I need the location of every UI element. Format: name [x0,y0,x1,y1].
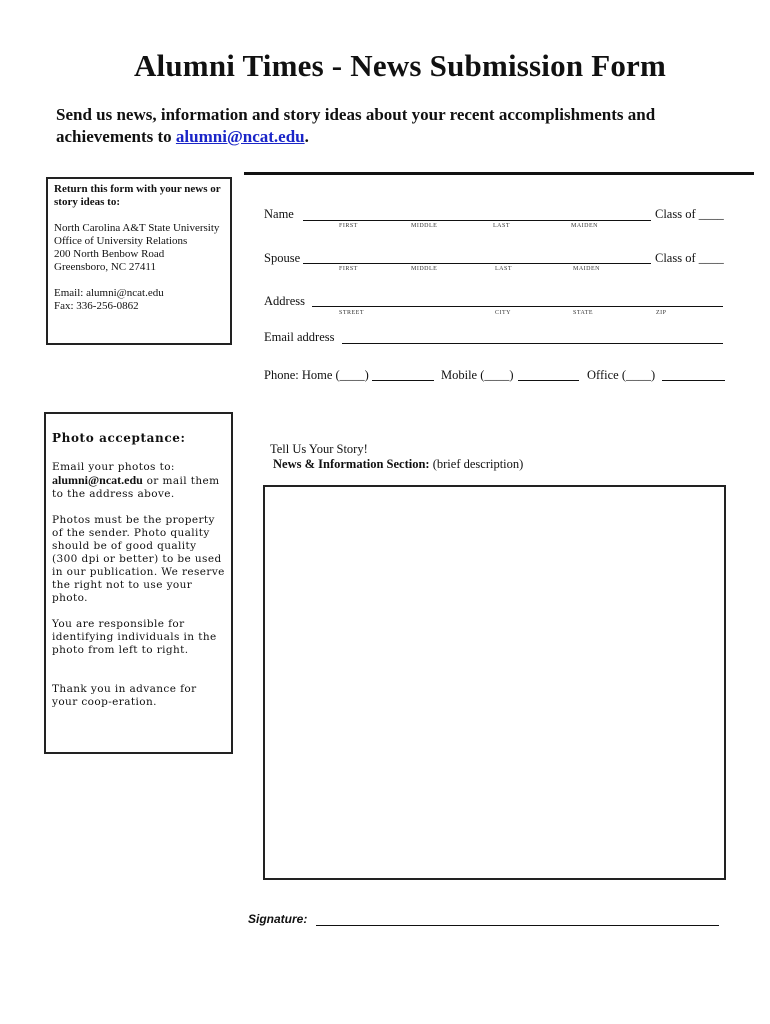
name-sub-middle: MIDDLE [411,223,438,229]
name-sub-first: FIRST [339,223,358,229]
phone-office-label: Office (____) [587,368,656,382]
email-label: Email address [264,330,335,344]
intro-sentence: Send us news, information and story ideas about your recent accomplishments and achievements to [56,105,656,146]
mailing-fax: Fax: 336-256-0862 [54,300,139,312]
story-title: Tell Us Your Story! [270,442,368,456]
phone-mobile-field[interactable] [518,380,579,381]
name-class-of: Class of ____ [655,207,724,221]
address-sub-street: STREET [339,310,364,316]
photo-acceptance-box [44,412,233,754]
phone-office-field[interactable] [662,380,725,381]
photo-property-text: Photos must be the property of the sender. Photo quality should be of good quality (300 dpi or better) to be used in our publication. We reserve the right not to use your photo. [52,514,225,604]
phone-home-field[interactable] [372,380,434,381]
spouse-field[interactable] [303,263,651,264]
address-sub-zip: ZIP [656,310,667,316]
photo-box-header: Photo acceptance: [52,431,186,445]
phone-mobile-label: Mobile (____) [441,368,514,382]
address-line: Office of University Relations [54,235,188,247]
phone-home-label: Phone: Home (____) [264,368,369,382]
address-line: Greensboro, NC 27411 [54,261,156,273]
mailing-box-header: Return this form with your news or story ideas to: [54,183,221,208]
name-label: Name [264,207,294,221]
address-label: Address [264,294,305,308]
page-title: Alumni Times - News Submission Form [133,48,667,83]
section-divider [244,172,754,175]
mailing-email: Email: alumni@ncat.edu [54,287,164,299]
spouse-sub-maiden: MAIDEN [573,266,600,272]
spouse-label: Spouse [264,251,301,265]
photo-thanks-text: Thank you in advance for your coop-eration. [52,683,197,708]
story-section-bold: News & Information Section: [273,457,430,471]
signature-field[interactable] [316,925,719,926]
address-sub-city: CITY [495,310,511,316]
photo-email-address: alumni@ncat.edu [52,473,143,487]
photo-identify-text: You are responsible for identifying individuals in the photo from left to right. [52,618,217,656]
name-sub-maiden: MAIDEN [571,223,598,229]
photo-email-text [52,461,225,501]
intro-period: . [304,127,309,146]
address-line: North Carolina A&T State University [54,222,220,234]
spouse-sub-last: LAST [495,266,512,272]
story-section-rest: (brief description) [429,457,524,471]
mailing-address-box [46,177,232,345]
photo-email-rest: or mail them to the address above. [52,475,220,500]
signature-label: Signature: [248,912,308,926]
spouse-class-of: Class of ____ [655,251,724,265]
story-section-label [273,457,523,472]
story-textarea[interactable] [263,485,726,880]
alumni-email-link[interactable]: alumni@ncat.edu [175,127,305,146]
address-line: 200 North Benbow Road [54,248,165,260]
spouse-sub-middle: MIDDLE [411,266,438,272]
address-field[interactable] [312,306,723,307]
intro-text [56,104,736,148]
spouse-sub-first: FIRST [339,266,358,272]
name-sub-last: LAST [493,223,510,229]
address-sub-state: STATE [573,310,594,316]
email-field[interactable] [342,343,723,344]
name-field[interactable] [303,220,651,221]
photo-email-intro: Email your photos to: [52,461,175,473]
